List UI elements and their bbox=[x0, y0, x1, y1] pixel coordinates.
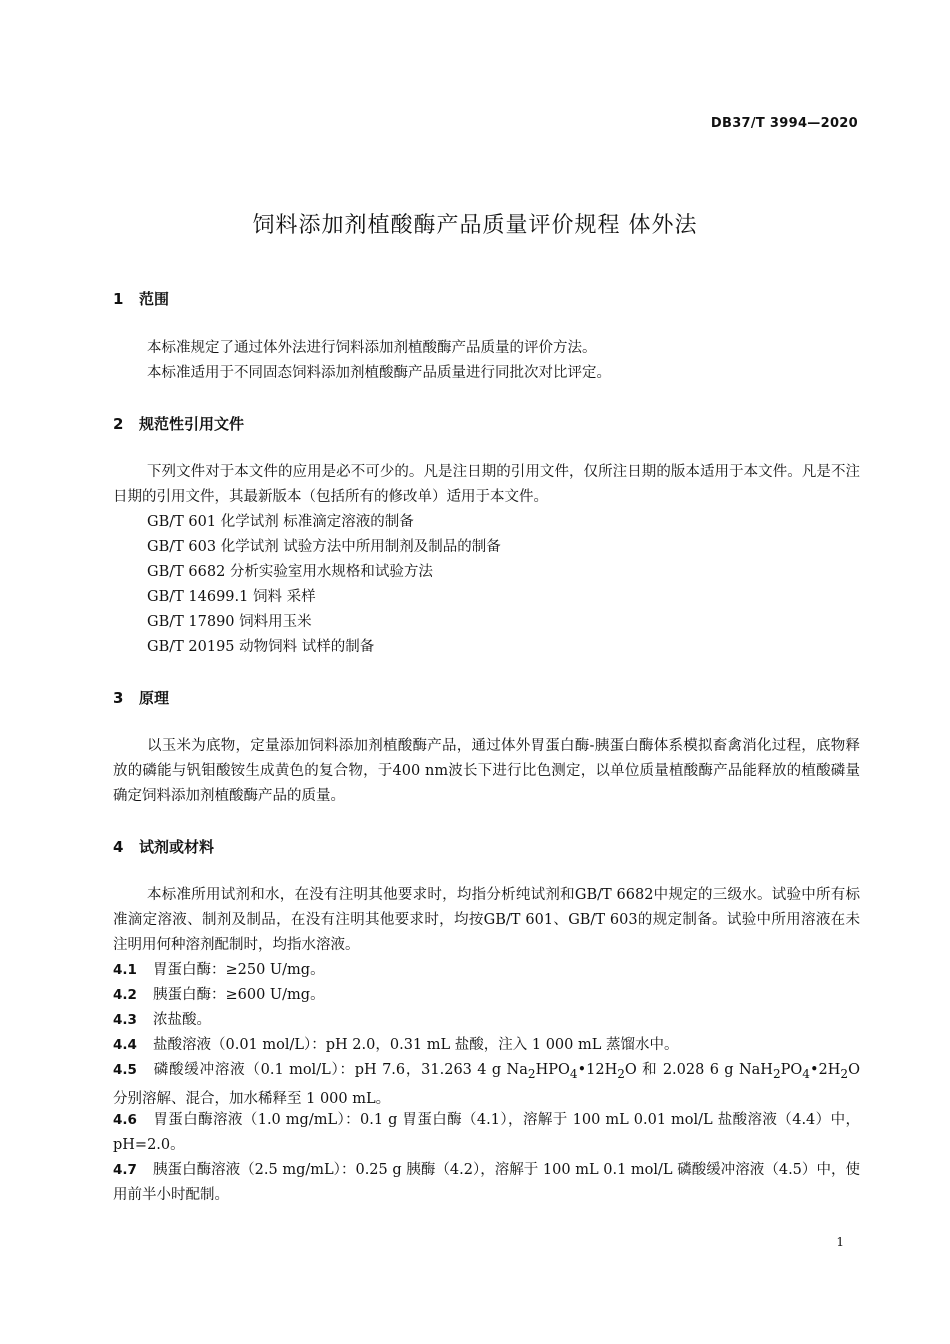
section-title: 试剂或材料 bbox=[139, 838, 215, 856]
item-text: 胰蛋白酶：≥600 U/mg。 bbox=[153, 987, 325, 1003]
item-text: 浓盐酸。 bbox=[153, 1012, 211, 1028]
section-title: 原理 bbox=[139, 689, 170, 707]
item-number: 4.7 bbox=[113, 1162, 137, 1178]
reagent-item bbox=[113, 1108, 860, 1158]
reagent-item bbox=[113, 1158, 860, 1208]
section-title: 范围 bbox=[139, 290, 170, 308]
section-number: 2 bbox=[113, 415, 124, 433]
paragraph: 本标准规定了通过体外法进行饲料添加剂植酸酶产品质量的评价方法。 bbox=[147, 340, 597, 356]
reagent-item bbox=[113, 1008, 860, 1033]
reference-item: GB/T 601 化学试剂 标准滴定溶液的制备 bbox=[147, 514, 414, 530]
reference-item: GB/T 6682 分析实验室用水规格和试验方法 bbox=[147, 564, 433, 580]
item-number: 4.5 bbox=[113, 1062, 137, 1078]
section-number: 1 bbox=[113, 290, 124, 308]
item-text: 胃蛋白酶：≥250 U/mg。 bbox=[153, 962, 325, 978]
reagent-item bbox=[113, 958, 860, 983]
reagent-item bbox=[113, 1058, 860, 1112]
paragraph: 下列文件对于本文件的应用是必不可少的。凡是注日期的引用文件，仅所注日期的版本适用于本文件。凡是不注日期的引用文件，其最新版本（包括所有的修改单）适用于本文件。 bbox=[113, 464, 860, 505]
item-text: 胃蛋白酶溶液（1.0 mg/mL）：0.1 g 胃蛋白酶（4.1），溶解于 100 mL 0.01 mol/L 盐酸溶液（4.4）中，pH=2.0。 bbox=[113, 1112, 860, 1153]
section-number: 3 bbox=[113, 689, 124, 707]
reference-item: GB/T 20195 动物饲料 试样的制备 bbox=[147, 639, 375, 655]
section-heading-reagents bbox=[113, 836, 214, 857]
paragraph: 以玉米为底物，定量添加饲料添加剂植酸酶产品，通过体外胃蛋白酶-胰蛋白酶体系模拟畜禽消化过程，底物释放的磷能与钒钼酸铵生成黄色的复合物，于400 nm波长下进行比色测定，以单位质量植酸酶产品能释放的植酸磷量确定饲料添加剂植酸酶产品的质量。 bbox=[113, 738, 860, 804]
paragraph: 本标准适用于不同固态饲料添加剂植酸酶产品质量进行同批次对比评定。 bbox=[147, 365, 611, 381]
item-text: 胰蛋白酶溶液（2.5 mg/mL）：0.25 g 胰酶（4.2），溶解于 100 mL 0.1 mol/L 磷酸缓冲溶液（4.5）中，使用前半小时配制。 bbox=[113, 1162, 860, 1203]
section-heading-scope bbox=[113, 288, 169, 309]
section-number: 4 bbox=[113, 838, 124, 856]
document-title: 饲料添加剂植酸酶产品质量评价规程 体外法 bbox=[252, 213, 698, 238]
section-heading-normative-references bbox=[113, 413, 244, 434]
reagent-item bbox=[113, 1033, 860, 1058]
page-number: 1 bbox=[836, 1235, 844, 1249]
reference-item: GB/T 14699.1 饲料 采样 bbox=[147, 589, 316, 605]
reference-item: GB/T 603 化学试剂 试验方法中所用制剂及制品的制备 bbox=[147, 539, 501, 555]
paragraph: 本标准所用试剂和水，在没有注明其他要求时，均指分析纯试剂和GB/T 6682中规定的三级水。试验中所有标准滴定溶液、制剂及制品，在没有注明其他要求时，均按GB/T 601、GB/T 603的规定制备。试验中所用溶液在未注明用何种溶剂配制时，均指水溶液。 bbox=[113, 887, 860, 953]
item-number: 4.1 bbox=[113, 962, 137, 978]
item-number: 4.6 bbox=[113, 1112, 137, 1128]
section-title: 规范性引用文件 bbox=[139, 415, 245, 433]
reagent-item bbox=[113, 983, 860, 1008]
reference-item: GB/T 17890 饲料用玉米 bbox=[147, 614, 312, 630]
item-text: 盐酸溶液（0.01 mol/L）：pH 2.0，0.31 mL 盐酸，注入 1 000 mL 蒸馏水中。 bbox=[153, 1037, 679, 1053]
section-heading-principle bbox=[113, 687, 169, 708]
item-number: 4.4 bbox=[113, 1037, 137, 1053]
item-number: 4.2 bbox=[113, 987, 137, 1003]
item-number: 4.3 bbox=[113, 1012, 137, 1028]
item-text: 磷酸缓冲溶液（0.1 mol/L）：pH 7.6，31.263 4 g $Na_2HPO_4•12H_2O$ 和 2.028 6 g $NaH_2PO_4•2H_2O$ 分别溶解、混合，加水稀释至 1 000 mL。 bbox=[113, 1062, 860, 1107]
standard-code: DB37/T 3994—2020 bbox=[710, 116, 858, 131]
